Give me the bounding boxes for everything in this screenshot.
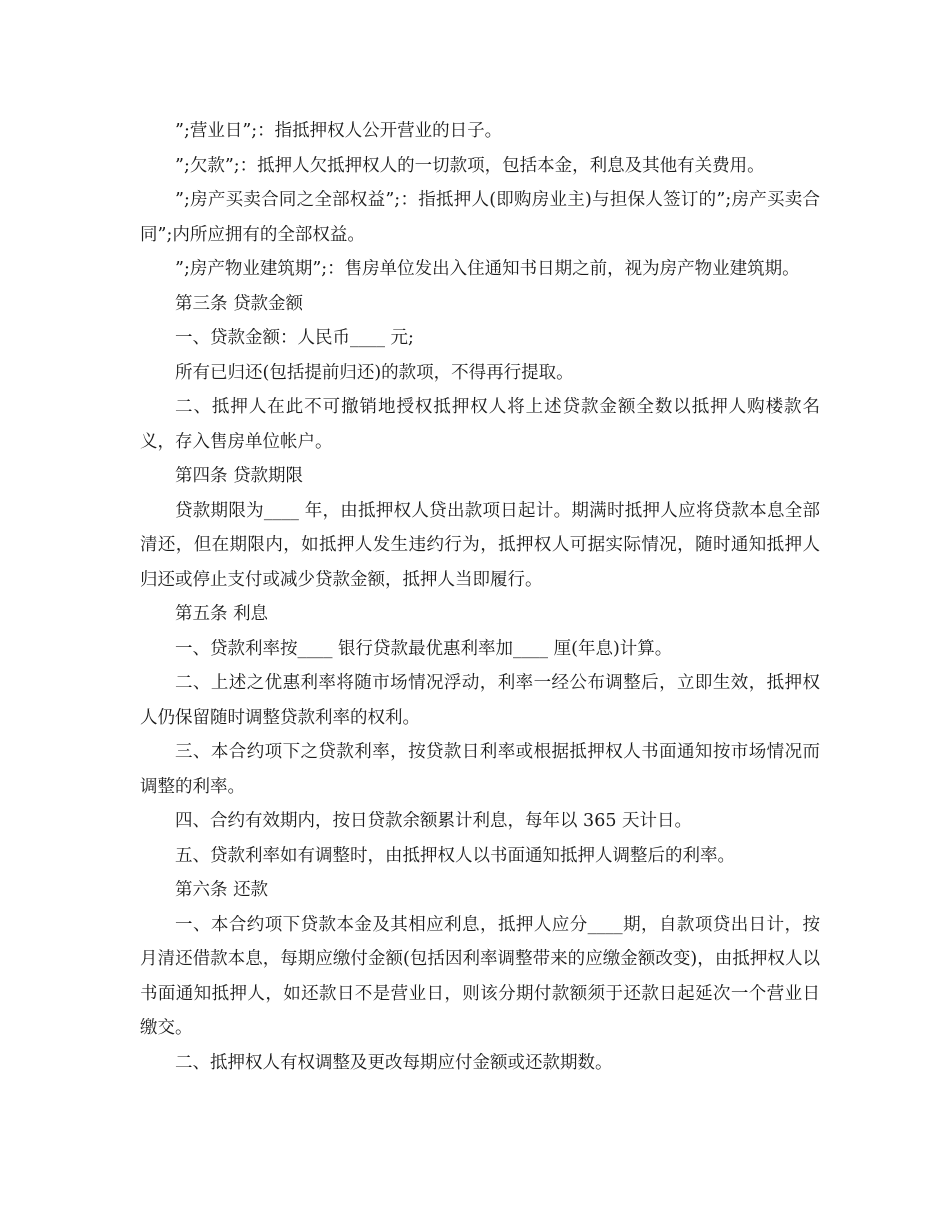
paragraph-rate-notification: 五、贷款利率如有调整时，由抵押权人以书面通知抵押人调整后的利率。 [175,845,735,866]
paragraph-interest-rate: 一、贷款利率按____ 银行贷款最优惠利率加____ 厘(年息)计算。 [175,638,673,659]
paragraph-loan-term: 贷款期限为____ 年，由抵押权人贷出款项日起计。期满时抵押人应将贷款本息全部清还，但在期限内，如抵押人发生违约行为，抵押权人可据实际情况，随时通知抵押人归还或停止支付或减少贷款金额，抵押人当即履行。 [140,500,820,590]
article-4-heading: 第四条 贷款期限 [175,466,304,486]
paragraph-repayment-installments: 一、本合约项下贷款本金及其相应利息，抵押人应分____期，自款项贷出日计，按月清还借款本息，每期应缴付金额(包括因利率调整带来的应缴金额改变)，由抵押权人以书面通知抵押人，如还款日不是营业日，则该分期付款额须于还款日起延次一个营业日缴交。 [140,914,820,1038]
article-3-heading: 第三条 贷款金额 [175,293,304,314]
paragraph-debt-definition: ”;欠款”;：抵押人欠抵押权人的一切款项，包括本金，利息及其他有关费用。 [175,155,765,176]
paragraph-loan-deposit-authorization: 二、抵押人在此不可撤销地授权抵押权人将上述贷款金额全数以抵押人购楼款名义，存入售房单位帐户。 [140,397,820,452]
paragraph-property-rights-definition: ”;房产买卖合同之全部权益”;：指抵押人(即购房业主)与担保人签订的”;房产买卖合同”;内所应拥有的全部权益。 [140,190,820,245]
paragraph-contract-rate: 三、本合约项下之贷款利率，按贷款日利率或根据抵押权人书面通知按市场情况而调整的利率。 [140,742,820,797]
paragraph-business-day-definition: ”;营业日”;：指抵押权人公开营业的日子。 [175,121,503,141]
paragraph-rate-adjustment: 二、上述之优惠利率将随市场情况浮动，利率一经公布调整后，立即生效，抵押权人仍保留随时调整贷款利率的权利。 [140,673,820,728]
paragraph-daily-interest: 四、合约有效期内，按日贷款余额累计利息，每年以 365 天计日。 [175,811,693,831]
paragraph-construction-period-definition: ”;房产物业建筑期”;：售房单位发出入住通知书日期之前，视为房产物业建筑期。 [175,259,800,279]
paragraph-repayment-adjustment: 二、抵押权人有权调整及更改每期应付金额或还款期数。 [175,1052,613,1073]
article-5-heading: 第五条 利息 [175,604,269,624]
paragraph-repaid-no-withdrawal: 所有已归还(包括提前归还)的款项，不得再行提取。 [175,362,574,383]
paragraph-loan-amount: 一、贷款金额：人民币____ 元; [175,328,414,348]
document-body [140,114,820,1080]
article-6-heading: 第六条 还款 [175,880,269,900]
